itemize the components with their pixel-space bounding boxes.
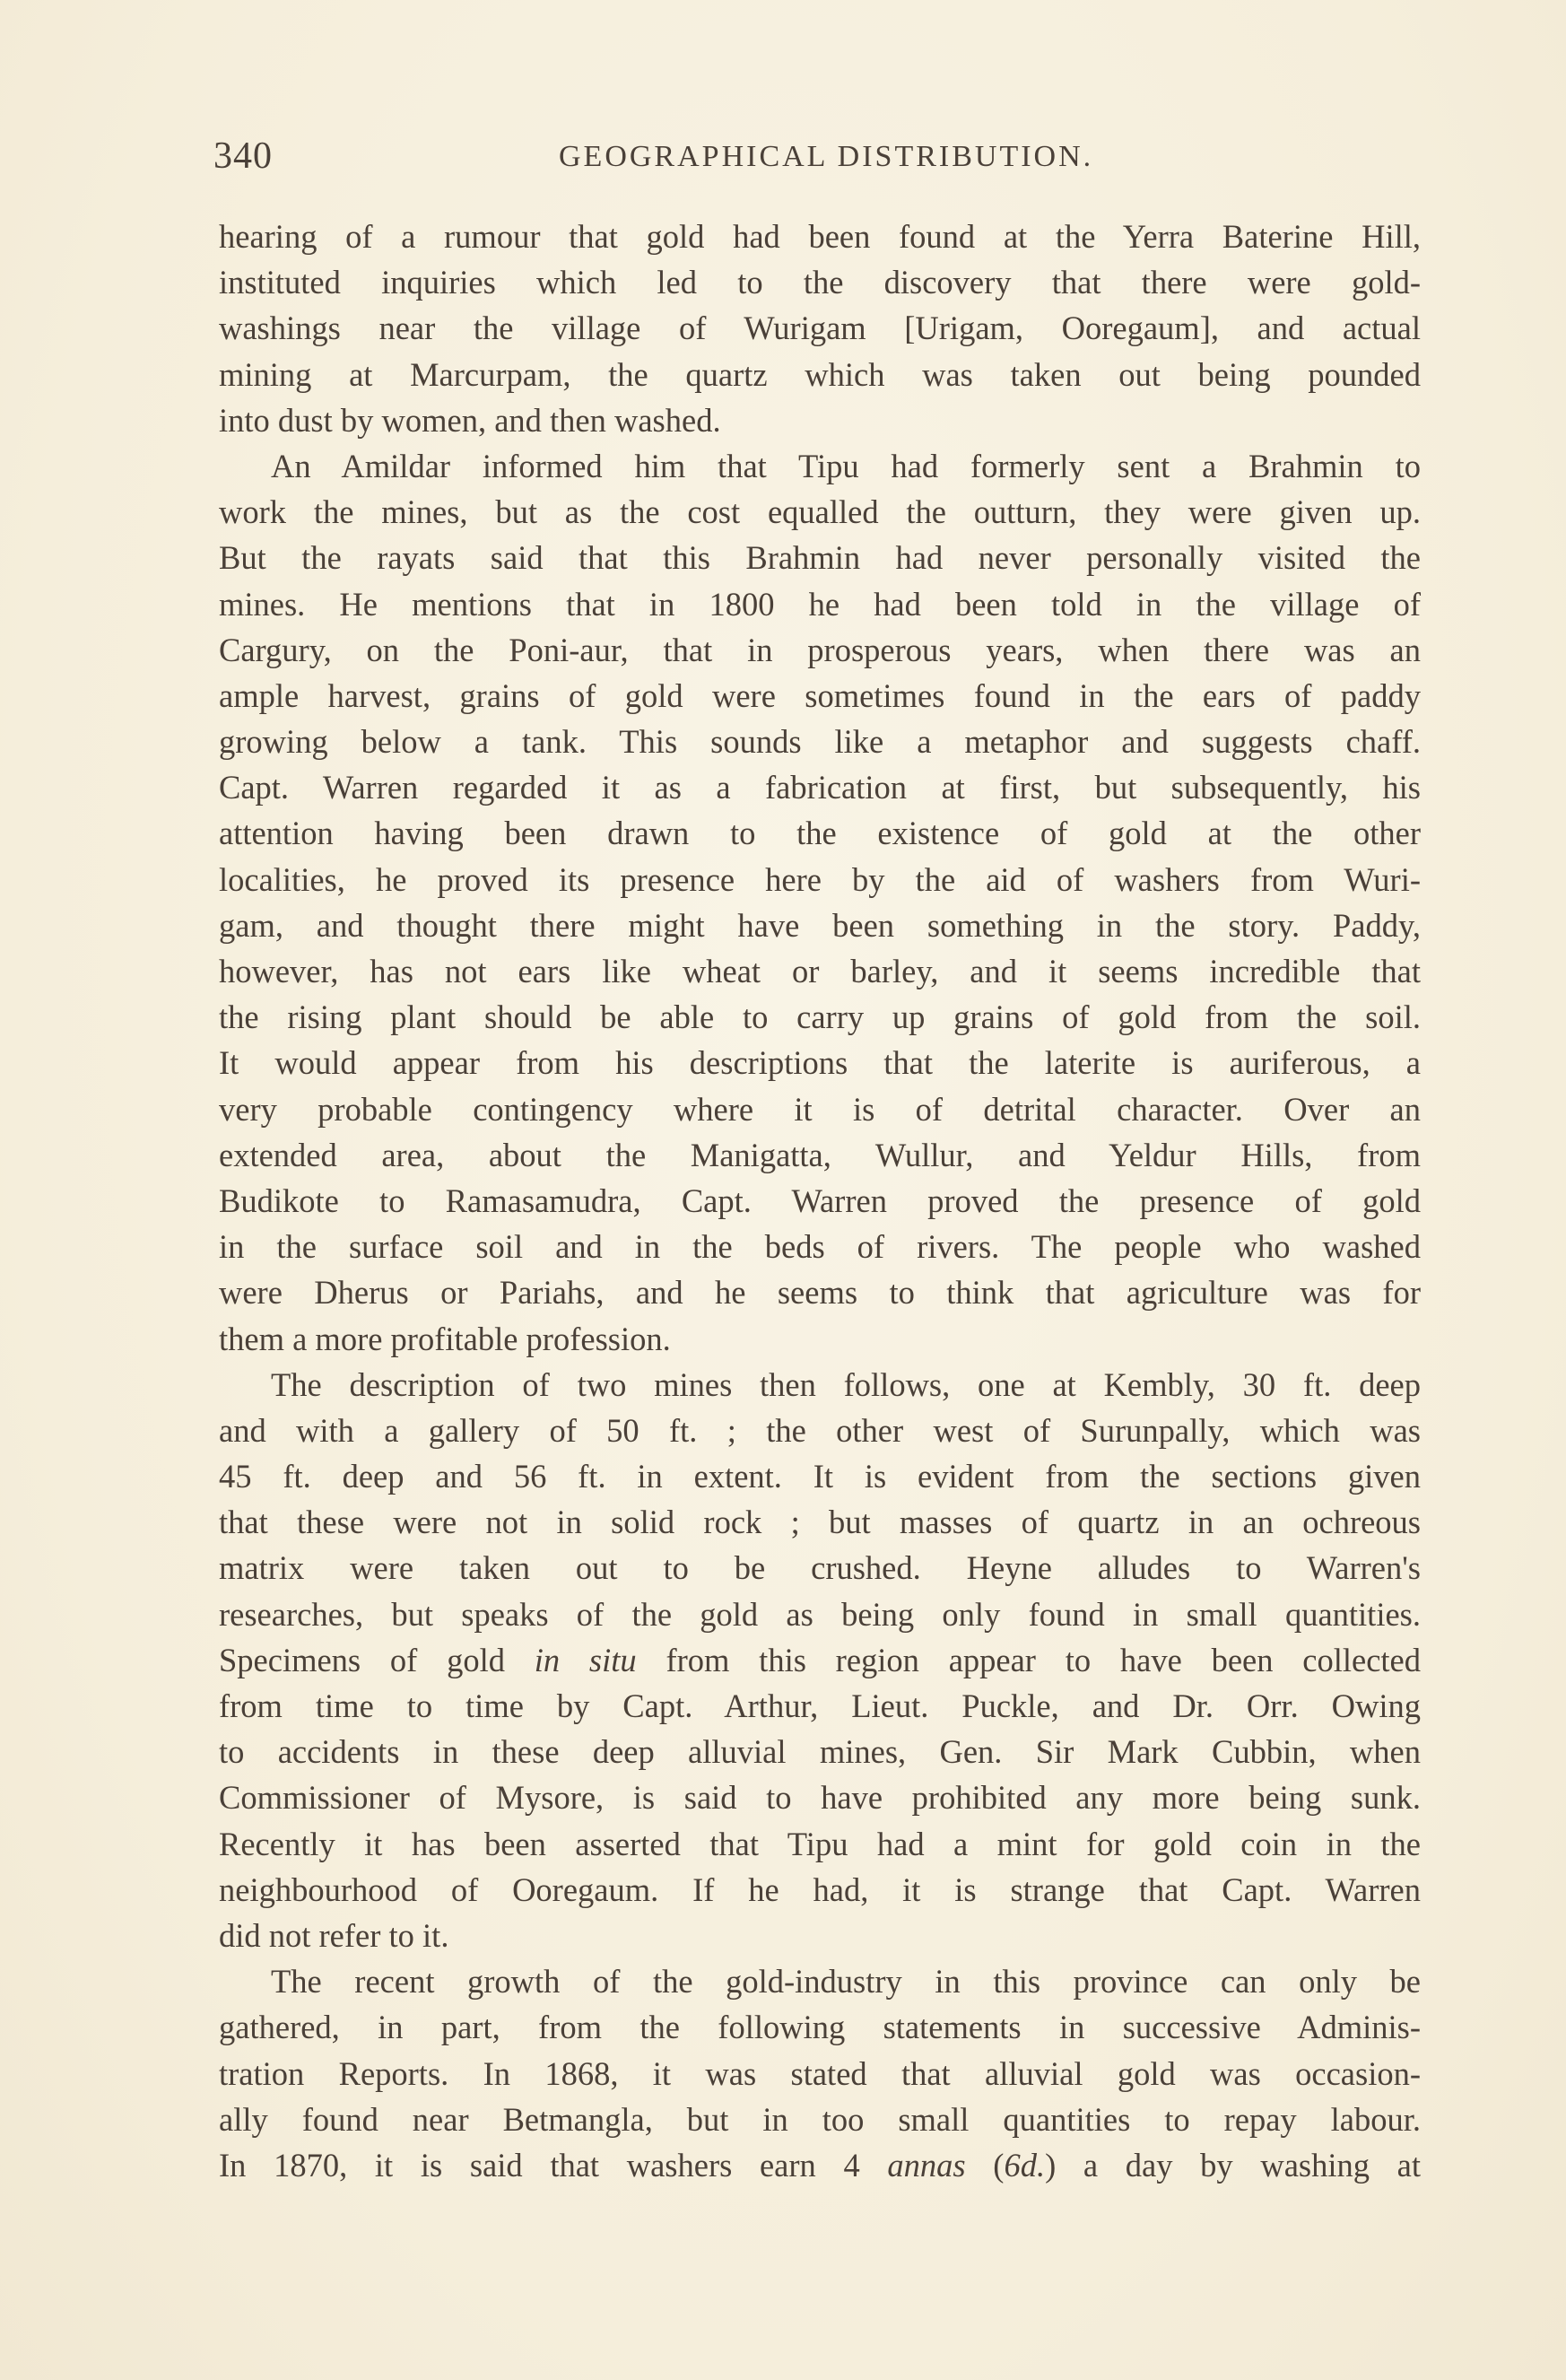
text-line: tration Reports. In 1868, it was stated that alluvial gold was occasion- xyxy=(219,2054,1421,2092)
running-head: GEOGRAPHICAL DISTRIBUTION. xyxy=(559,140,1094,173)
text-line-with-italic xyxy=(219,2142,1421,2188)
line-segment: ) a day by washing at xyxy=(1045,2146,1421,2184)
italic-phrase: annas xyxy=(887,2146,966,2184)
text-line: The recent growth of the gold-industry in this province can only be xyxy=(271,1963,1421,2001)
text-line: ally found near Betmangla, but in too small quantities to repay labour. xyxy=(219,2100,1421,2138)
text-line: Capt. Warren regarded it as a fabrication at first, but subsequently, his xyxy=(219,769,1421,806)
italic-phrase: in situ xyxy=(534,1641,637,1678)
text-line: The description of two mines then follows, one at Kembly, 30 ft. deep xyxy=(271,1365,1421,1403)
text-line: 45 ft. deep and 56 ft. in extent. It is evident from the sections given xyxy=(219,1458,1421,1495)
text-line: from time to time by Capt. Arthur, Lieut. Puckle, and Dr. Orr. Owing xyxy=(219,1687,1421,1724)
text-line: into dust by women, and then washed. xyxy=(219,401,721,439)
text-line: An Amildar informed him that Tipu had formerly sent a Brahmin to xyxy=(271,447,1421,484)
text-line: did not refer to it. xyxy=(219,1916,449,1954)
text-line: them a more profitable profession. xyxy=(219,1320,671,1357)
text-line: neighbourhood of Ooregaum. If he had, it is strange that Capt. Warren xyxy=(219,1870,1421,1908)
text-line-with-italic xyxy=(219,1637,1421,1683)
text-line: hearing of a rumour that gold had been found at the Yerra Baterine Hill, xyxy=(219,218,1421,255)
text-line: But the rayats said that this Brahmin had never personally visited the xyxy=(219,539,1421,577)
text-line: extended area, about the Manigatta, Wullur, and Yeldur Hills, from xyxy=(219,1136,1421,1173)
text-line: and with a gallery of 50 ft. ; the other west of Surunpally, which was xyxy=(219,1411,1421,1449)
text-line: Commissioner of Mysore, is said to have prohibited any more being sunk. xyxy=(219,1779,1421,1817)
text-line: matrix were taken out to be crushed. Heyne alludes to Warren's xyxy=(219,1549,1421,1587)
text-line: localities, he proved its presence here by the aid of washers from Wuri- xyxy=(219,860,1421,898)
text-line: gam, and thought there might have been something in the story. Paddy, xyxy=(219,906,1421,944)
text-line: work the mines, but as the cost equalled the outturn, they were given up. xyxy=(219,493,1421,531)
page-number: 340 xyxy=(213,135,273,177)
text-line: Recently it has been asserted that Tipu had a mint for gold coin in the xyxy=(219,1825,1421,1862)
text-line: mining at Marcurpam, the quartz which was taken out being pounded xyxy=(219,355,1421,393)
text-line: were Dherus or Pariahs, and he seems to think that agriculture was for xyxy=(219,1274,1421,1312)
line-segment: In 1870, it is said that washers earn 4 xyxy=(219,2146,888,2184)
text-line: in the surface soil and in the beds of rivers. The people who washed xyxy=(219,1228,1421,1266)
text-line: Cargury, on the Poni-aur, that in prosperous years, when there was an xyxy=(219,631,1421,668)
body-text xyxy=(219,214,1421,2188)
italic-phrase: 6d. xyxy=(1004,2146,1046,2184)
text-line: instituted inquiries which led to the discovery that there were gold- xyxy=(219,264,1421,301)
page-header xyxy=(213,135,1424,188)
text-line: attention having been drawn to the existence of gold at the other xyxy=(219,815,1421,852)
text-line: however, has not ears like wheat or barley, and it seems incredible that xyxy=(219,953,1421,989)
text-line: that these were not in solid rock ; but masses of quartz in an ochreous xyxy=(219,1504,1421,1541)
text-line: mines. He mentions that in 1800 he had been told in the village of xyxy=(219,585,1421,623)
text-line: Budikote to Ramasamudra, Capt. Warren proved the presence of gold xyxy=(219,1181,1421,1219)
text-line: growing below a tank. This sounds like a metaphor and suggests chaff. xyxy=(219,723,1421,761)
line-segment: Specimens of gold xyxy=(219,1641,535,1678)
text-line: gathered, in part, from the following statements in successive Adminis- xyxy=(219,2009,1421,2046)
text-line: researches, but speaks of the gold as being only found in small quantities. xyxy=(219,1595,1421,1633)
line-segment: ( xyxy=(965,2146,1005,2184)
text-line: ample harvest, grains of gold were sometimes found in the ears of paddy xyxy=(219,676,1421,714)
text-line: It would appear from his descriptions that the laterite is auriferous, a xyxy=(219,1044,1421,1082)
line-segment: from this region appear to have been collected xyxy=(636,1641,1421,1678)
text-line: washings near the village of Wurigam [Urigam, Ooregaum], and actual xyxy=(219,309,1421,347)
text-line: very probable contingency where it is of detrital character. Over an xyxy=(219,1090,1421,1128)
text-line: the rising plant should be able to carry up grains of gold from the soil. xyxy=(219,998,1421,1036)
text-line: to accidents in these deep alluvial mines, Gen. Sir Mark Cubbin, when xyxy=(219,1733,1421,1771)
